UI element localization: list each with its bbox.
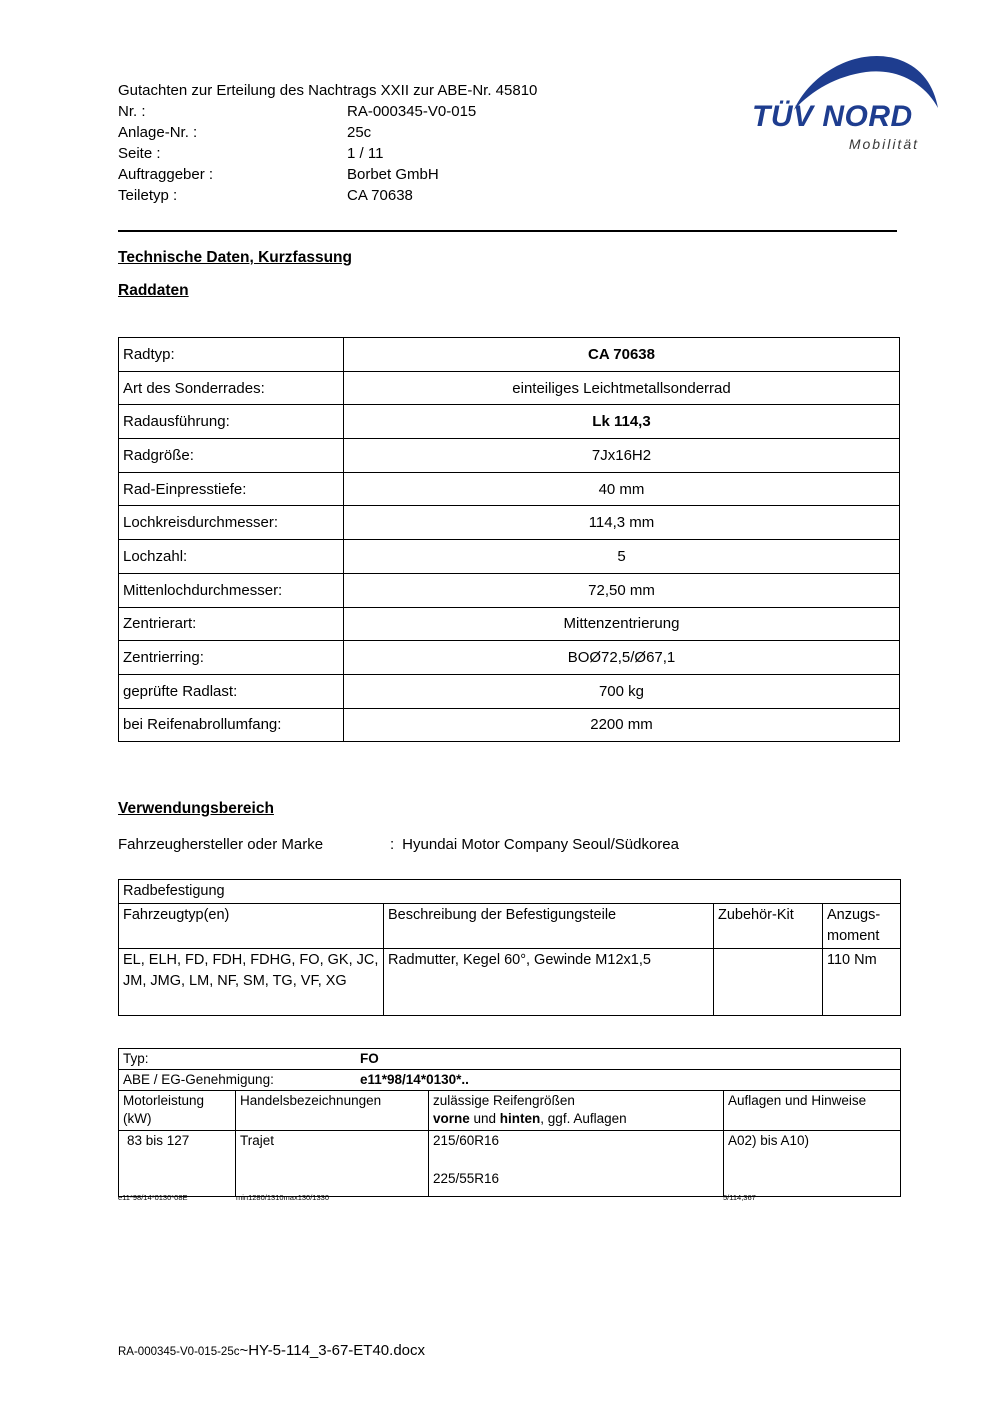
row-label: Mittenlochdurchmesser: [119, 573, 344, 607]
table-row [119, 708, 900, 742]
row-label: Lochzahl: [119, 540, 344, 574]
row-value: einteiliges Leichtmetallsonderrad [344, 371, 900, 405]
header-label: Nr. : [118, 103, 146, 120]
column-header-zubehoer-kit: Zubehör-Kit [714, 904, 823, 949]
column-header-motorleistung [119, 1091, 236, 1131]
table-row [119, 641, 900, 675]
logo-tuv-text: TÜV [752, 100, 814, 133]
row-value: 72,50 mm [344, 573, 900, 607]
footnote-load-values: min1280/1310max130/1330 [236, 1193, 329, 1202]
header-row-seite [118, 143, 537, 164]
cell-fahrzeugtypen: EL, ELH, FD, FDH, FDHG, FO, GK, JC, JM, JMG, LM, NF, SM, TG, VF, XG [119, 949, 384, 1016]
table-header-row [119, 904, 901, 949]
row-value: 700 kg [344, 674, 900, 708]
cell-beschreibung: Radmutter, Kegel 60°, Gewinde M12x1,5 [384, 949, 714, 1016]
motorleistung-line1: Motorleistung [123, 1093, 205, 1108]
section-heading-verwendungsbereich: Verwendungsbereich [118, 800, 274, 817]
row-label: Zentrierart: [119, 607, 344, 641]
row-value: BOØ72,5/Ø67,1 [344, 641, 900, 675]
table-row [119, 674, 900, 708]
row-value: 40 mm [344, 472, 900, 506]
header-label: Auftraggeber : [118, 166, 214, 183]
cell-anzugsmoment: 110 Nm [823, 949, 901, 1016]
footnote-approval-code: e11*98/14*0130*08E [118, 1193, 188, 1202]
reifen-hinten-label: hinten [499, 1111, 541, 1126]
column-header-beschreibung: Beschreibung der Befestigungsteile [384, 904, 714, 949]
radbefestigung-table [118, 879, 901, 1016]
column-header-auflagen: Auflagen und Hinweise [724, 1091, 901, 1131]
table-row [119, 540, 900, 574]
row-value: 7Jx16H2 [344, 439, 900, 473]
manufacturer-value: Hyundai Motor Company Seoul/Südkorea [402, 836, 679, 853]
logo-tagline: Mobilität [848, 136, 919, 152]
motorleistung-line2: (kW) [123, 1111, 152, 1126]
abe-cell [119, 1070, 901, 1091]
row-value: Mittenzentrierung [344, 607, 900, 641]
row-label: Zentrierring: [119, 641, 344, 675]
cell-reifengroessen [429, 1131, 724, 1197]
footer-reference-small: RA-000345-V0-015-25c [118, 1346, 240, 1358]
table-row [119, 506, 900, 540]
row-label: Art des Sonderrades: [119, 371, 344, 405]
header-row-nr [118, 101, 537, 122]
footnotes [118, 1193, 900, 1205]
header-label: Teiletyp : [118, 187, 178, 204]
abe-label: ABE / EG-Genehmigung: [123, 1072, 274, 1087]
typ-row [119, 1049, 901, 1070]
abe-row [119, 1070, 901, 1091]
reifen-vorne-value: 215/60R16 [433, 1133, 500, 1148]
page-footer [118, 1342, 425, 1359]
table-title-row [119, 880, 901, 904]
logo-wordmark [752, 100, 947, 134]
footnote-bolt-pattern: 5/114,367 [723, 1193, 756, 1202]
typ-cell [119, 1049, 901, 1070]
cell-motorleistung: 83 bis 127 [119, 1131, 236, 1197]
header-divider [118, 230, 897, 232]
row-label: Rad-Einpresstiefe: [119, 472, 344, 506]
cell-auflagen: A02) bis A10) [724, 1131, 901, 1197]
row-value: 114,3 mm [344, 506, 900, 540]
header-value: RA-000345-V0-015 [347, 103, 477, 120]
row-label: Radgröße: [119, 439, 344, 473]
document-title: Gutachten zur Erteilung des Nachtrags XXII zur ABE-Nr. 45810 [118, 82, 538, 99]
table-row [119, 573, 900, 607]
row-label: Lochkreisdurchmesser: [119, 506, 344, 540]
typ-label: Typ: [123, 1051, 149, 1066]
manufacturer-label: Fahrzeughersteller oder Marke [118, 836, 324, 853]
table-row [119, 949, 901, 1016]
manufacturer-line [118, 836, 679, 853]
table-row [119, 1131, 901, 1197]
reifen-header-line1: zulässige Reifengrößen [433, 1093, 575, 1108]
header-value: 1 / 11 [347, 145, 384, 162]
row-value: 2200 mm [344, 708, 900, 742]
row-label: Radtyp: [119, 338, 344, 372]
column-header-reifengroessen [429, 1091, 724, 1131]
column-header-handelsbezeichnungen: Handelsbezeichnungen [236, 1091, 429, 1131]
row-value: CA 70638 [344, 338, 900, 372]
table-row [119, 607, 900, 641]
raddaten-table [118, 337, 900, 742]
reifen-header-line2: vorne und hinten, ggf. Auflagen [433, 1111, 627, 1126]
table-row [119, 405, 900, 439]
column-header-anzugsmoment: Anzugs-moment [823, 904, 901, 949]
row-value: Lk 114,3 [344, 405, 900, 439]
row-label: bei Reifenabrollumfang: [119, 708, 344, 742]
radbefestigung-title: Radbefestigung [119, 880, 901, 904]
header [118, 80, 537, 206]
header-row-anlage [118, 122, 537, 143]
row-value: 5 [344, 540, 900, 574]
header-value: 25c [347, 124, 372, 141]
header-row-auftraggeber [118, 164, 537, 185]
typ-approval-table [118, 1048, 901, 1197]
footer-filename: ~HY-5-114_3-67-ET40.docx [239, 1342, 425, 1359]
table-row [119, 472, 900, 506]
table-row [119, 338, 900, 372]
table-row [119, 371, 900, 405]
section-heading-raddaten: Raddaten [118, 282, 189, 299]
section-heading-technische-daten: Technische Daten, Kurzfassung [118, 249, 352, 266]
header-row-teiletyp [118, 185, 537, 206]
header-value: Borbet GmbH [347, 166, 439, 183]
reifen-hinten-value: 225/55R16 [433, 1171, 500, 1186]
row-label: Radausführung: [119, 405, 344, 439]
row-label: geprüfte Radlast: [119, 674, 344, 708]
cell-handelsbezeichnung: Trajet [236, 1131, 429, 1197]
manufacturer-colon: : [390, 836, 395, 853]
header-label: Seite : [118, 145, 161, 162]
table-header-row [119, 1091, 901, 1131]
header-value: CA 70638 [347, 187, 413, 204]
typ-value: FO [360, 1051, 379, 1066]
cell-zubehoer [714, 949, 823, 1016]
tuv-nord-logo [752, 52, 947, 152]
column-header-fahrzeugtyp: Fahrzeugtyp(en) [119, 904, 384, 949]
abe-value: e11*98/14*0130*.. [360, 1072, 469, 1087]
logo-nord-text: NORD [822, 100, 913, 133]
reifen-vorne-label: vorne [433, 1111, 470, 1126]
table-row [119, 439, 900, 473]
header-label: Anlage-Nr. : [118, 124, 198, 141]
